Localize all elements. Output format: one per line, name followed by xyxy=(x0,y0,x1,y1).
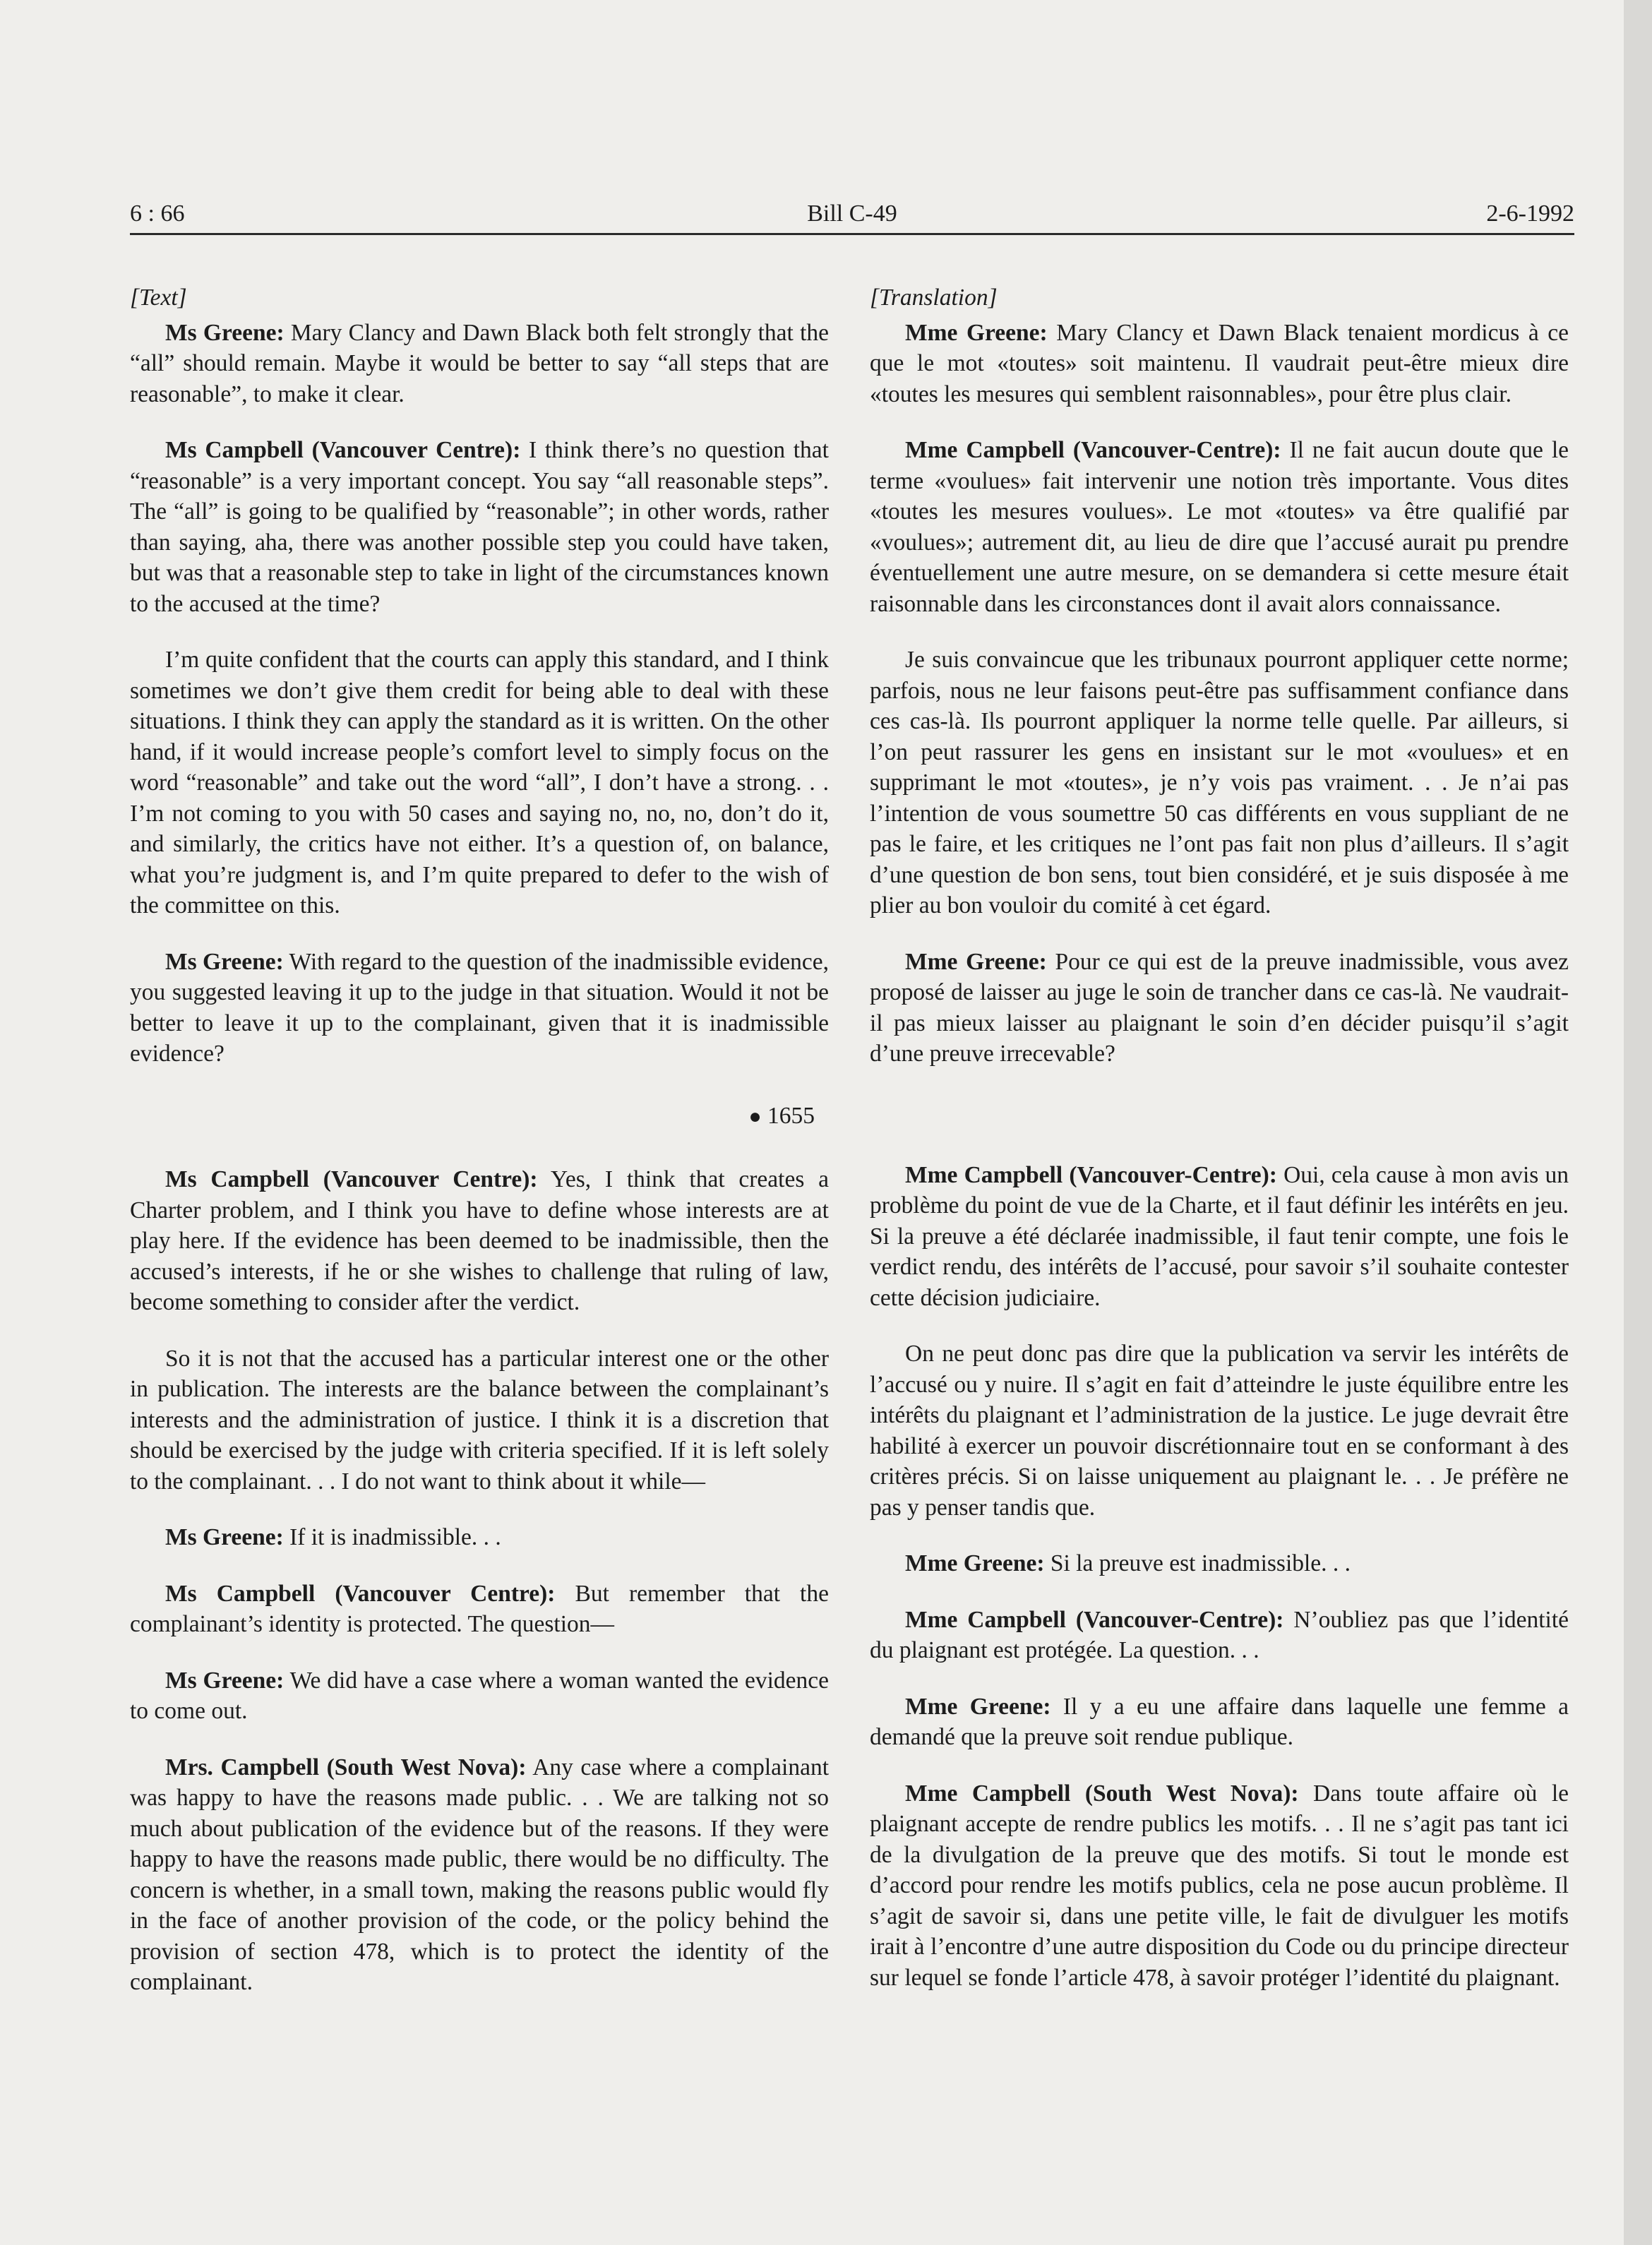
paragraph xyxy=(870,1160,1569,1314)
speech: Yes, I think that creates a Charter problem, and I think you have to define whose interests are at play here. If the evidence has been deemed to be inadmissible, then the accused’s interests, if he or she wishes to challenge that ruling of law, become something to consider after the verdict. xyxy=(130,1166,829,1315)
speech: Oui, cela cause à mon avis un problème du point de vue de la Charte, et il faut définir les intérêts en jeu. Si la preuve a été déclarée inadmissible, il faut tenir compte, une fois le verdict rendu, des intérêts de l’accusé, pour savoir s’il souhaite contester cette décision judiciaire. xyxy=(870,1161,1569,1311)
speech: N’oubliez pas que l’identité du plaignant est protégée. La question. . . xyxy=(870,1606,1569,1663)
speech: I think there’s no question that “reasonable” is a very important concept. You say “all reasonable steps”. The “all” is going to be qualified by “reasonable”; in other words, rather than saying, aha, there was another possible step you could have taken, but was that a reasonable step to take in light of the circumstances known to the accused at the time? xyxy=(130,437,829,617)
speaker: Mme Campbell (Vancouver-Centre): xyxy=(905,1161,1277,1188)
language-label: [Text] xyxy=(130,285,187,311)
language-label: [Translation] xyxy=(870,285,998,311)
speaker: Mme Greene: xyxy=(905,948,1047,975)
speaker: Mme Greene: xyxy=(905,1550,1045,1576)
paragraph xyxy=(130,1752,829,1998)
page-number: 6 : 66 xyxy=(130,200,185,227)
english-column xyxy=(130,282,829,2023)
speaker: Mme Greene: xyxy=(905,319,1048,346)
paragraph xyxy=(870,1605,1569,1666)
speaker: Ms Campbell (Vancouver Centre): xyxy=(165,1580,556,1607)
paragraph xyxy=(870,947,1569,1070)
speech: Dans toute affaire où le plaignant accepte de rendre publics les motifs. . . Il ne s’agit pas tant ici de la divulgation de la preuve que des motifs. Si tout le monde est d’accord pour rendre les motifs publics, cela ne pose aucun problème. Il s’agit de savoir si, dans une petite ville, le fait de divulguer les motifs irait à l’encontre d’une autre disposition du Code ou du principe directeur sur lequel se fonde l’article 478, à savoir protéger l’identité du plaignant. xyxy=(870,1780,1569,1991)
speaker: Mme Campbell (Vancouver-Centre): xyxy=(905,1606,1284,1633)
speaker: Mrs. Campbell (South West Nova): xyxy=(165,1754,527,1780)
french-column xyxy=(870,282,1569,2018)
speaker: Mme Greene: xyxy=(905,1693,1051,1720)
speech: Mary Clancy et Dawn Black tenaient mordicus à ce que le mot «toutes» soit maintenu. Il vaudrait peut-être mieux dire «toutes les mesures qui semblent raisonnables», pour être plus clair. xyxy=(870,319,1569,407)
speech: Si la preuve est inadmissible. . . xyxy=(1044,1550,1351,1576)
speaker: Ms Greene: xyxy=(165,1524,284,1550)
speech: Any case where a complainant was happy to have the reasons made public. . . We are talking not so much about publication of the evidence but of the reasons. If they were happy to have the reasons made public, there would be no difficulty. The concern is whether, in a small town, making the reasons public would fly in the face of another provision of the code, or the policy behind the provision of section 478, which is to protect the identity of the complainant. xyxy=(130,1754,830,1995)
paragraph xyxy=(130,1579,829,1640)
speaker: Ms Campbell (Vancouver Centre): xyxy=(165,437,521,463)
paragraph xyxy=(130,318,829,410)
page-date: 2-6-1992 xyxy=(1486,200,1574,227)
speaker: Ms Campbell (Vancouver Centre): xyxy=(165,1166,538,1192)
bullet-icon: ● xyxy=(748,1104,762,1128)
speaker: Ms Greene: xyxy=(165,319,285,346)
speaker: Mme Campbell (South West Nova): xyxy=(905,1780,1299,1807)
paragraph: On ne peut donc pas dire que la publication va servir les intérêts de l’accusé ou y nuire. Il s’agit en fait d’atteindre le juste équilibre entre les intérêts du plaignant et l’administration de la justice. Le juge devrait être habilité à exercer un pouvoir discrétionnaire tout en se conformant à des critères précis. Si on laisse uniquement au plaignant le. . . Je préfère ne pas y penser tandis que. xyxy=(870,1341,1569,1521)
speaker: Mme Campbell (Vancouver-Centre): xyxy=(905,437,1281,463)
paragraph xyxy=(130,1522,829,1553)
page-header xyxy=(130,200,1574,236)
speech: But remember that the complainant’s identity is protected. The question— xyxy=(130,1580,829,1637)
paragraph xyxy=(130,1164,829,1318)
bill-title: Bill C-49 xyxy=(807,200,897,227)
speech: We did have a case where a woman wanted the evidence to come out. xyxy=(130,1667,829,1724)
speaker: Ms Greene: xyxy=(165,1667,285,1694)
page-edge xyxy=(1624,0,1652,2245)
time-stamp: 1655 xyxy=(767,1102,815,1129)
paragraph xyxy=(870,1548,1569,1579)
paragraph: So it is not that the accused has a particular interest one or the other in publication. The interests are the balance between the complainant’s interests and the administration of justice. I think it is a discretion that should be exercised by the judge with criteria specified. If it is left solely to the complainant. . . I do not want to think about it while— xyxy=(130,1345,829,1495)
speech: Il ne fait aucun doute que le terme «voulues» fait intervenir une notion très importante. Vous dites «toutes les mesures voulues». Le mot «toutes» va être qualifié par «voulues»; autrement dit, au lieu de dire que l’accusé aurait pu prendre éventuellement une autre mesure, on se demandera si cette mesure était raisonnable dans les circonstances dont il avait alors connaissance. xyxy=(870,437,1569,617)
paragraph xyxy=(870,1692,1569,1753)
paragraph xyxy=(130,947,829,1070)
paragraph xyxy=(130,1665,829,1727)
speaker: Ms Greene: xyxy=(165,948,284,975)
speech: If it is inadmissible. . . xyxy=(283,1524,501,1550)
paragraph xyxy=(870,435,1569,619)
paragraph xyxy=(870,318,1569,410)
paragraph xyxy=(870,1778,1569,1994)
header-rule xyxy=(130,233,1574,235)
paragraph: I’m quite confident that the courts can apply this standard, and I think sometimes we don’t give them credit for being able to deal with these situations. I think they can apply the standard as it is written. On the other hand, if it would increase people’s comfort level to simply focus on the word “reasonable” and take out the word “all”, I don’t have a strong. . . I’m not coming to you with 50 cases and saying no, no, no, don’t do it, and similarly, the critics have not either. It’s a question of, on balance, what you’re judgment is, and I’m quite prepared to defer to the wish of the committee on this. xyxy=(130,647,829,918)
speech: Il y a eu une affaire dans laquelle une femme a demandé que la preuve soit rendue publique. xyxy=(870,1693,1569,1750)
speech: With regard to the question of the inadmissible evidence, you suggested leaving it up to the judge in that situation. Would it not be better to leave it up to the complainant, given that it is inadmissible evidence? xyxy=(130,948,829,1067)
time-marker xyxy=(130,1101,829,1132)
speech: Pour ce qui est de la preuve inadmissible, vous avez proposé de laisser au juge le soin de trancher dans ce cas-là. Ne vaudrait-il pas mieux laisser au plaignant le soin d’en décider puisqu’il s’agit d’une preuve irrecevable? xyxy=(870,948,1569,1067)
paragraph: Je suis convaincue que les tribunaux pourront appliquer cette norme; parfois, nous ne leur faisons peut-être pas suffisamment confiance dans ces cas-là. Ils pourront appliquer la norme telle quelle. Par ailleurs, si l’on peut rassurer les gens en insistant sur le mot «voulues» et en supprimant le mot «toutes», je n’y vois pas vraiment. . . Je n’ai pas l’intention de vous soumettre 50 cas différents en vous suppliant de ne pas le faire, et les critiques ne l’ont pas fait non plus d’ailleurs. Il s’agit d’une question de bon sens, tout bien considéré, et je suis disposée à me plier au bon vouloir du comité à cet égard. xyxy=(870,647,1569,918)
speech: Mary Clancy and Dawn Black both felt strongly that the “all” should remain. Maybe it would be better to say “all steps that are reasonable”, to make it clear. xyxy=(130,319,829,407)
paragraph xyxy=(130,435,829,619)
